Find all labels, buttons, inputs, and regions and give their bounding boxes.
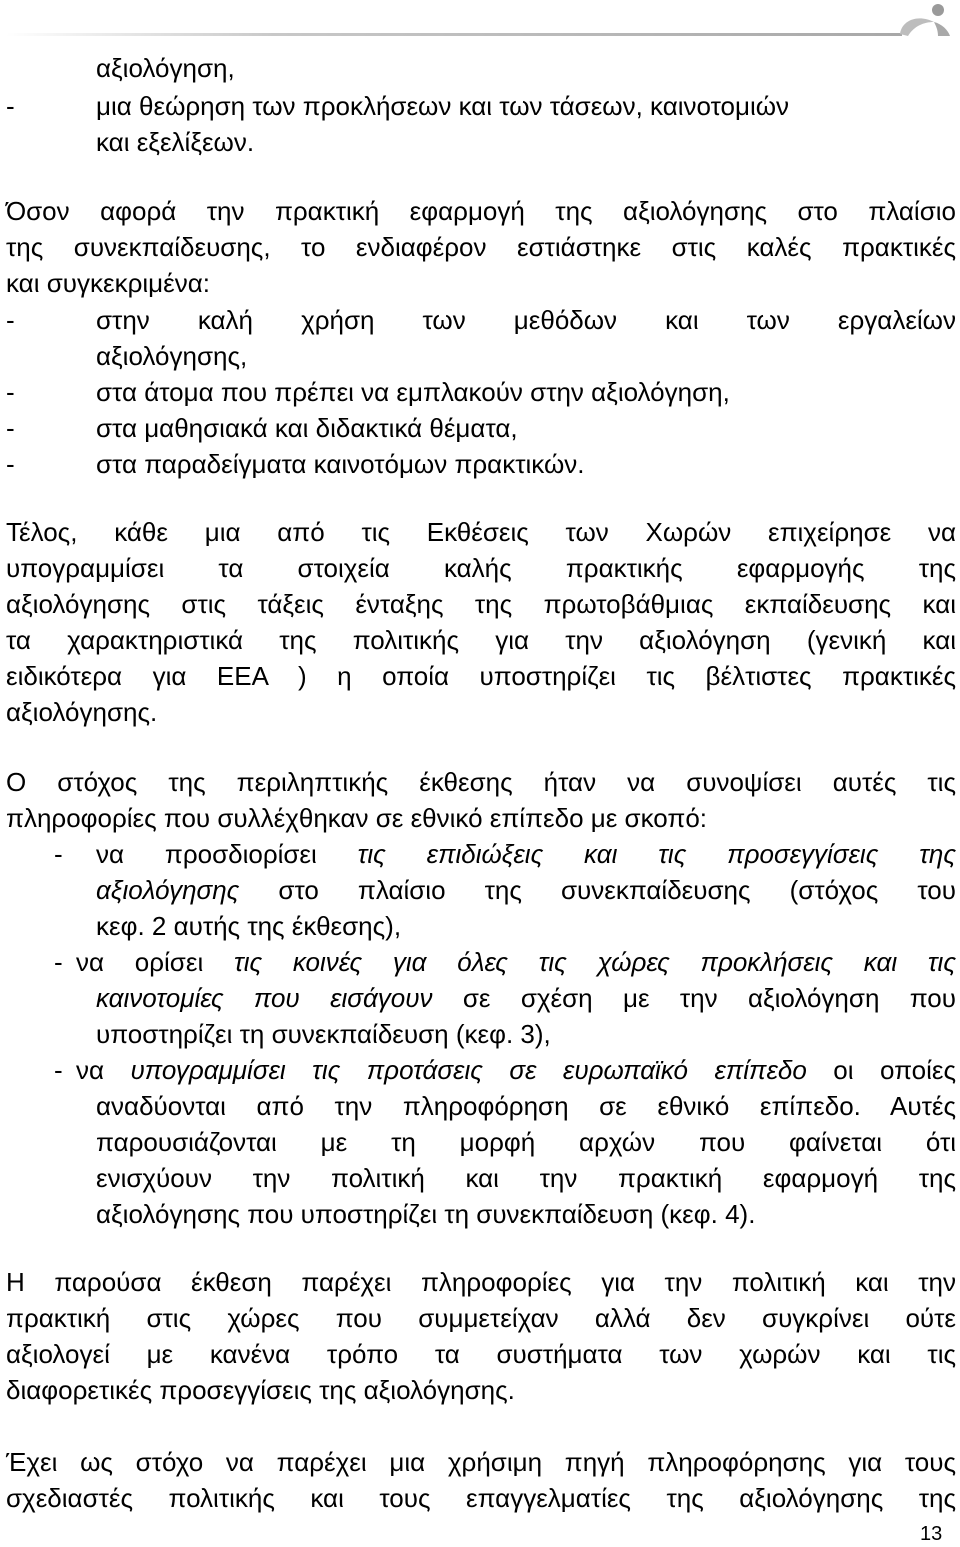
italic-span: καινοτομίες που εισάγουν [96, 983, 433, 1013]
list-item: αξιολόγησης που υποστηρίζει τη συνεκπαίδευση (κεφ. 4). [96, 1199, 756, 1229]
list-item: στα μαθησιακά και διδακτικά θέματα, [96, 413, 518, 443]
text-line: και συγκεκριμένα: [6, 268, 210, 298]
list-item: στα άτομα που πρέπει να εμπλακούν στην αξιολόγηση, [96, 377, 730, 407]
text-line: διαφορετικές προσεγγίσεις της αξιολόγησης. [6, 1375, 515, 1405]
text-line: και εξελίξεων. [96, 127, 255, 157]
list-item [96, 872, 956, 908]
text-line: αξιολόγησης στις τάξεις ένταξης της πρωτοβάθμιας εκπαίδευσης και [6, 589, 956, 619]
list-dash: - [6, 91, 15, 121]
text-line: ειδικότερα για ΕΕΑ ) η οποία υποστηρίζει τις βέλτιστες πρακτικές [6, 661, 956, 691]
list-item: αναδύονται από την πληροφόρηση σε εθνικό επίπεδο. Αυτές [96, 1091, 956, 1121]
publisher-logo-icon [894, 0, 956, 40]
text-line: σχεδιαστές πολιτικής και τους επαγγελματίες της αξιολόγησης της [6, 1483, 956, 1513]
text-span: σε σχέση με την αξιολόγηση που [462, 983, 956, 1013]
list-dash: - [54, 947, 63, 977]
text-line: Έχει ως στόχο να παρέχει μια χρήσιμη πηγή πληροφόρησης για τους [6, 1447, 956, 1477]
text-line: μια θεώρηση των προκλήσεων και των τάσεων, καινοτομιών [96, 91, 790, 121]
text-line: Τέλος, κάθε μια από τις Εκθέσεις των Χωρών επιχείρησε να [6, 517, 956, 547]
list-dash: - [6, 449, 15, 479]
text-span: να ορίσει [76, 947, 204, 977]
list-dash: - [6, 413, 15, 443]
text-line: υπογραμμίσει τα στοιχεία καλής πρακτικής εφαρμογής της [6, 553, 956, 583]
text-line: Ο στόχος της περιληπτικής έκθεσης ήταν να συνοψίσει αυτές τις [6, 767, 956, 797]
list-item: αξιολόγησης, [96, 341, 248, 371]
list-item [96, 836, 956, 872]
italic-span: αξιολόγησης [96, 875, 240, 905]
list-item: υποστηρίζει τη συνεκπαίδευση (κεφ. 3), [96, 1019, 551, 1049]
text-line: τα χαρακτηριστικά της πολιτικής για την αξιολόγηση (γενική και [6, 625, 956, 655]
list-dash: - [6, 377, 15, 407]
list-item: ενισχύουν την πολιτική και την πρακτική εφαρμογή της [96, 1163, 956, 1193]
list-item [76, 944, 956, 980]
text-line: Όσον αφορά την πρακτική εφαρμογή της αξιολόγησης στο πλαίσιο [6, 196, 956, 226]
italic-span: υπογραμμίσει τις προτάσεις σε ευρωπαϊκό επίπεδο [130, 1055, 807, 1085]
list-dash: - [54, 839, 63, 869]
list-item [96, 980, 956, 1016]
list-item: στα παραδείγματα καινοτόμων πρακτικών. [96, 449, 585, 479]
list-item: στην καλή χρήση των μεθόδων και των εργαλείων [96, 305, 956, 335]
text-line: πρακτική στις χώρες που συμμετείχαν αλλά δεν συγκρίνει ούτε [6, 1303, 956, 1333]
text-span: οι οποίες [833, 1055, 956, 1085]
italic-span: τις επιδιώξεις και τις προσεγγίσεις της [357, 839, 957, 869]
text-span: στο πλαίσιο της συνεκπαίδευσης (στόχος του [278, 875, 956, 905]
list-item: παρουσιάζονται με τη μορφή αρχών που φαίνεται ότι [96, 1127, 956, 1157]
text-line: αξιολόγησης. [6, 697, 158, 727]
italic-span: τις κοινές για όλες τις χώρες προκλήσεις και τις [233, 947, 956, 977]
text-span: να [76, 1055, 105, 1085]
list-item [76, 1052, 956, 1088]
text-line: Η παρούσα έκθεση παρέχει πληροφορίες για την πολιτική και την [6, 1267, 956, 1297]
list-item: κεφ. 2 αυτής της έκθεσης), [96, 911, 402, 941]
text-line: της συνεκπαίδευσης, το ενδιαφέρον εστιάστηκε στις καλές πρακτικές [6, 232, 956, 262]
list-dash: - [54, 1055, 63, 1085]
text-line: αξιολογεί με κανένα τρόπο τα συστήματα των χωρών και τις [6, 1339, 956, 1369]
page-number: 13 [920, 1523, 943, 1545]
header-rule [6, 33, 902, 36]
text-line: αξιολόγηση, [96, 53, 235, 83]
text-line: πληροφορίες που συλλέχθηκαν σε εθνικό επίπεδο με σκοπό: [6, 803, 707, 833]
text-span: να προσδιορίσει [96, 839, 317, 869]
list-dash: - [6, 305, 15, 335]
